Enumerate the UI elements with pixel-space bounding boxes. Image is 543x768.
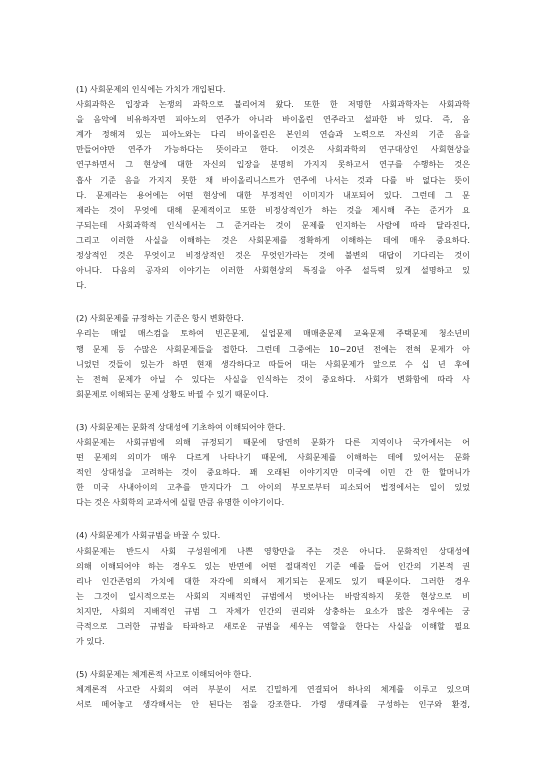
section-heading: (3) 사회문제는 문화적 상대성에 기초하여 이해되어야 한다. xyxy=(76,421,286,432)
paragraph-line: 사회과학은 입장과 논쟁의 과학으로 불리어져 왔다. 또한 한 저명한 사회과학자는 사회과학 xyxy=(76,99,470,110)
paragraph-line: 적인 상대성을 고려하는 것이 중요하다. 꽤 오래된 이야기지만 미국에 이민 간 한 할머니가 xyxy=(76,467,470,478)
paragraph-line: 정상적인 것은 무엇이고 비정상적인 것은 무엇인가라는 것에 불변의 대답이 기다리는 것이 xyxy=(76,250,470,261)
paragraph-line: 체계론적 사고란 사회의 여러 부분이 서로 긴밀하게 연결되어 하나의 체계를 이루고 있으며 xyxy=(76,684,470,695)
paragraph-line: 의해 이해되어야 하는 경우도 있는 반면에 어떤 절대적인 기준 예를 들어 인간의 기본적 권 xyxy=(76,560,470,571)
paragraph-line: 다. xyxy=(76,280,87,291)
paragraph-line: 극적으로 그러한 규범을 타파하고 새로운 규범을 세우는 역할을 한다는 사실을 이해할 필요 xyxy=(76,621,470,631)
paragraph-line: 연구하면서 그 현상에 대한 자신의 입장을 분명히 가지지 못하고서 연구를 수행하는 것은 xyxy=(76,159,470,170)
paragraph-line: 흡사 기준 음을 가지지 못한 채 바이올리니스트가 연주에 나서는 것과 다를 바 없다는 뜻이 xyxy=(76,174,470,185)
paragraph-line: 서로 떼어놓고 생각해서는 안 된다는 점을 강조한다. 가령 생태계를 구성하는 인구와 환경, xyxy=(76,699,470,710)
section-2 xyxy=(76,311,470,402)
paragraph-line: 떤 문제의 의미가 매우 다르게 나타나기 때문에, 사회문제를 이해하는 데에 있어서는 문화 xyxy=(76,452,470,463)
paragraph-line: 그리고 이러한 사실을 이해하는 것은 사회문제를 정확하게 이해하는 데에 매우 중요하다. xyxy=(76,234,470,245)
paragraph-line: 리나 인간존엄의 가치에 대한 자각에 의해서 제기되는 문제도 있기 때문이다. 그러한 경우 xyxy=(76,575,470,586)
paragraph-line: 사회문제는 반드시 사회 구성원에게 나쁜 영향만을 주는 것은 아니다. 문화적인 상대성에 xyxy=(76,545,470,556)
paragraph-line: 치지만, 사회의 지배적인 규범 그 자체가 인간의 권리와 상충하는 요소가 많은 경우에는 궁 xyxy=(76,605,470,616)
section-heading: (2) 사회문제를 규정하는 기준은 항시 변화한다. xyxy=(76,313,244,324)
paragraph-line: 가 있다. xyxy=(76,636,105,647)
paragraph-line: 회문제로 이해되는 문제 상황도 바뀔 수 있기 때문이다. xyxy=(76,388,269,399)
paragraph-line: 제라는 것이 무엇에 대해 문제적이고 또한 비정상적인가 하는 것을 제시해 주는 준거가 요 xyxy=(76,204,470,215)
section-heading: (1) 사회문제의 인식에는 가치가 개입된다. xyxy=(76,84,226,94)
paragraph-line: 한 미국 사내아이의 고추를 만지다가 그 아이의 부모로부터 피소되어 법정에서는 일이 있었 xyxy=(76,482,470,493)
paragraph-line: 만들어야만 연주가 가능하다는 뜻이라고 한다. 이것은 사회과학의 연구대상인 사회현상을 xyxy=(76,144,470,155)
section-heading: (5) 사회문제는 체계론적 사고로 이해되어야 한다. xyxy=(76,669,252,680)
paragraph-line: 는 전혀 문제가 아닐 수 있다는 사실을 인식하는 것이 중요하다. 사회가 변화함에 따라 사 xyxy=(76,373,470,384)
paragraph-line: 계가 정해져 있는 피아노와는 다리 바이올린은 본인의 연습과 노력으로 자신의 기준 음을 xyxy=(76,129,470,140)
paragraph-line: 다. 문제라는 용어에는 어떤 현상에 대한 부정적인 이미지가 내포되어 있다. 그런데 그 문 xyxy=(76,189,470,200)
section-heading: (4) 사회문제가 사회규범을 바꿀 수 있다. xyxy=(76,530,221,541)
section-5 xyxy=(76,667,470,712)
paragraph-line: 사회문제는 사회규범에 의해 규정되기 때문에 당연히 문화가 다른 지역이나 국가에서는 어 xyxy=(76,436,470,447)
document-body xyxy=(76,82,470,730)
section-4 xyxy=(76,528,470,649)
paragraph-line: 니었던 것들이 있는가 하면 현재 생각하다고 따들어 대는 사회문제가 앞으로 수 십 년 후에 xyxy=(76,358,470,369)
paragraph-line: 는 그것이 일시적으로는 사회의 지배적인 규범에서 벗어나는 바람직하지 못한 현상으로 비 xyxy=(76,590,470,601)
section-1 xyxy=(76,82,470,293)
paragraph-line: 구되는데 사회과학적 인식에서는 그 준거라는 것이 문제를 인지하는 사람에 따라 달라진다, xyxy=(76,219,470,230)
paragraph-line: 다는 것은 사회학의 교과서에 실릴 만큼 유명한 이야기이다. xyxy=(76,497,285,508)
section-3 xyxy=(76,420,470,511)
paragraph-line: 아니다. 다음의 공자의 이야기는 이러한 사회현상의 특징을 아주 설득력 있게 설명하고 있 xyxy=(76,265,470,276)
paragraph-line: 우리는 매일 매스컴을 토하여 빈곤문제, 실업문제 매매춘문제 교육문제 주택문제 청소년비 xyxy=(76,328,470,339)
paragraph-line: 행 문제 등 수많은 사회문제들을 접한다. 그런데 그중에는 10~20년 전에는 전혀 문제가 아 xyxy=(76,343,470,354)
paragraph-line: 을 음악에 비유하자면 피아노의 연주가 아니라 바이올린 연주라고 설파한 바 있다. 즉, 음 xyxy=(76,114,470,125)
